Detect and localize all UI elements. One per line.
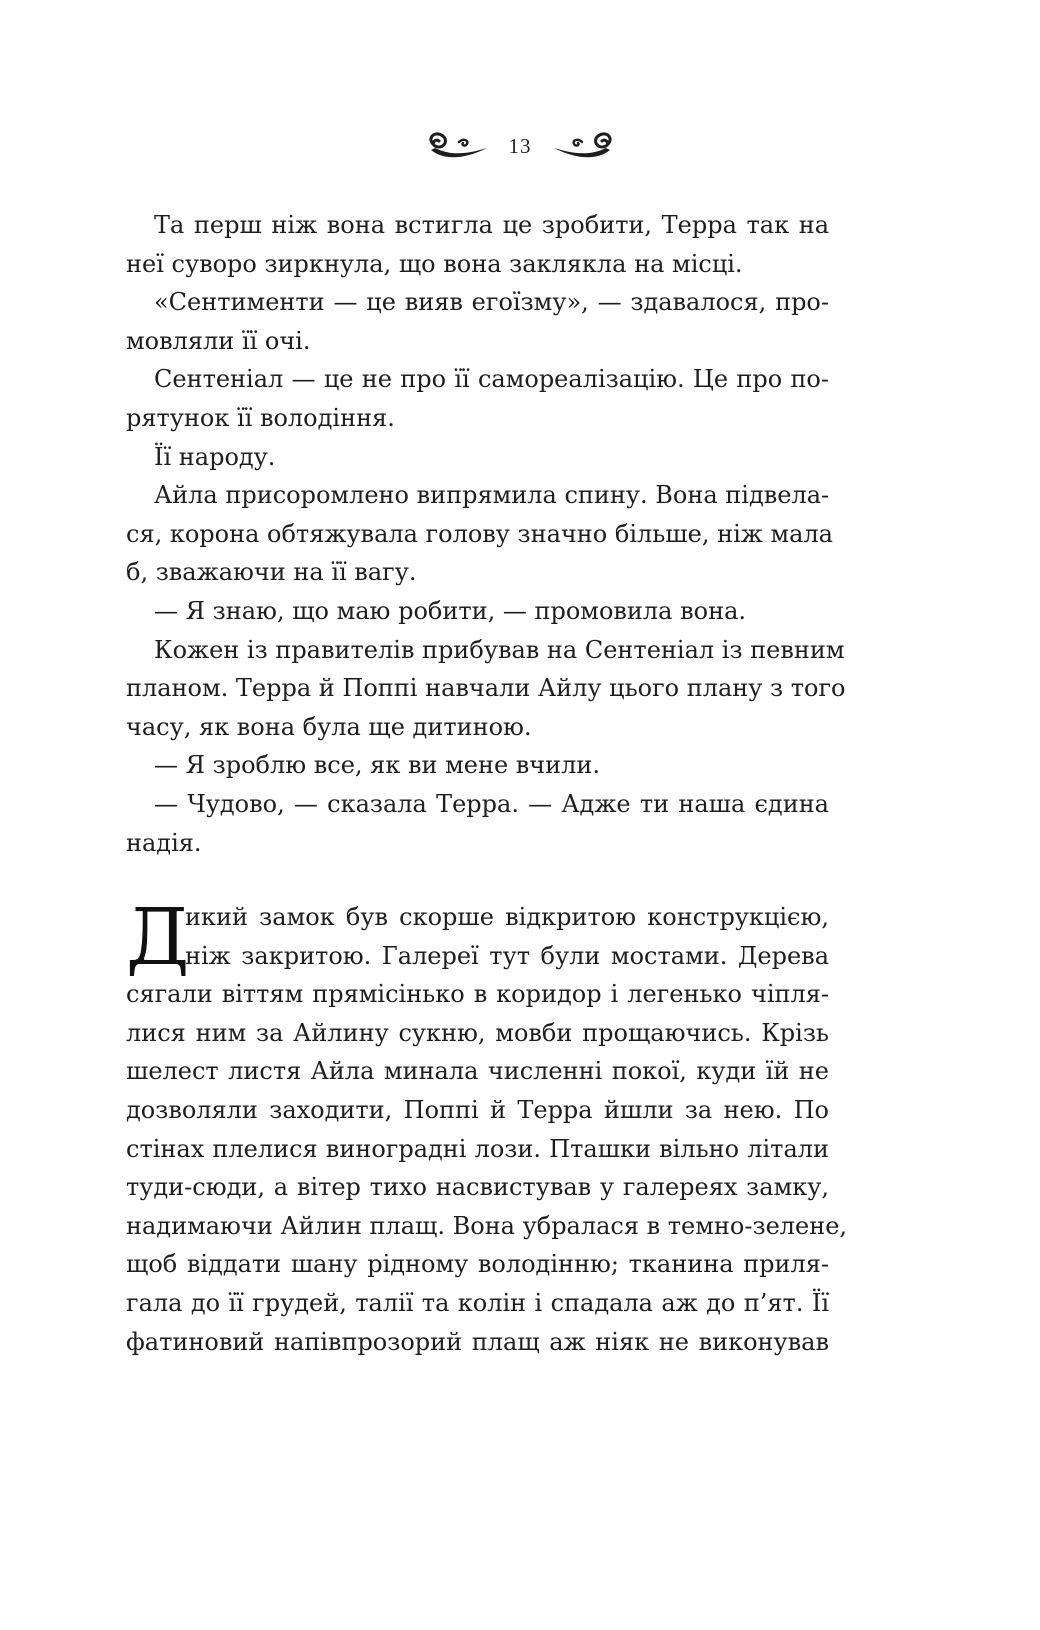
- text-line: надія.: [126, 828, 202, 857]
- text-line: туди-сюди, а вітер тихо насвистував у галереях замку,: [126, 1173, 829, 1202]
- text-line: Та перш ніж вона встигла це зробити, Терра так на: [154, 211, 829, 239]
- text-line: щоб віддати шану рідному володінню; тканина приля-: [126, 1250, 829, 1279]
- text-line: неї суворо зиркнула, що вона заклякла на місці.: [126, 249, 743, 278]
- text-line: гала до її грудей, талії та колін і спадала аж до п’ят. Її: [126, 1288, 829, 1317]
- text-line: ніж закритою. Галереї тут були мостами. Дерева: [185, 941, 829, 970]
- text-line: — Я зроблю все, як ви мене вчили.: [154, 751, 601, 780]
- text-line: Кожен із правителів прибував на Сентеніал із певним: [154, 635, 845, 664]
- text-line: «Сентименти — це вияв егоїзму», — здавалося, про-: [154, 288, 829, 317]
- text-line: фатиновий напівпрозорий плащ аж ніяк не виконував: [126, 1327, 829, 1356]
- text-line: — Я знаю, що маю робити, — промовила вона.: [154, 596, 747, 625]
- text-line: — Чудово, — сказала Терра. — Адже ти наша єдина: [154, 789, 829, 818]
- text-block-dialogue: [126, 206, 846, 862]
- text-line: Її народу.: [154, 442, 276, 471]
- text-line: дозволяли заходити, Поппі й Терра йшли за нею. По: [126, 1095, 829, 1124]
- text-block-chapter-section: [126, 893, 848, 1361]
- text-line: Сентеніал — це не про її самореалізацію. Це про по-: [154, 365, 829, 394]
- text-line: ся, корона обтяжувала голову значно більше, ніж мала: [126, 519, 833, 548]
- text-line: сягали віттям прямісінько в коридор і легенько чіпля-: [126, 980, 829, 1009]
- text-line: стінах плелися виноградні лози. Пташки вільно літали: [126, 1134, 829, 1163]
- text-line: лися ним за Айлину сукню, мовби прощаючись. Крізь: [126, 1018, 829, 1047]
- text-line: планом. Терра й Поппі навчали Айлу цього плану з того: [126, 674, 846, 703]
- text-line: рятунок її володіння.: [126, 403, 395, 432]
- page-number: 13: [508, 133, 532, 158]
- text-line: б, зважаючи на її вагу.: [126, 558, 417, 587]
- text-line: часу, як вона була ще дитиною.: [126, 712, 532, 741]
- flourish-right-icon: [550, 124, 620, 168]
- drop-cap: Д: [126, 893, 190, 983]
- text-line: надимаючи Айлин плащ. Вона убралася в темно-зелене,: [126, 1211, 848, 1240]
- text-line: шелест листя Айла минала численні покої, куди їй не: [126, 1057, 829, 1086]
- text-line: мовляли її очі.: [126, 326, 311, 355]
- text-line: Айла присоромлено випрямила спину. Вона підвела-: [154, 481, 830, 510]
- flourish-left-icon: [421, 124, 491, 168]
- text-line: икий замок був скорше відкритою конструкцією,: [185, 903, 829, 931]
- page-header: [0, 124, 1040, 168]
